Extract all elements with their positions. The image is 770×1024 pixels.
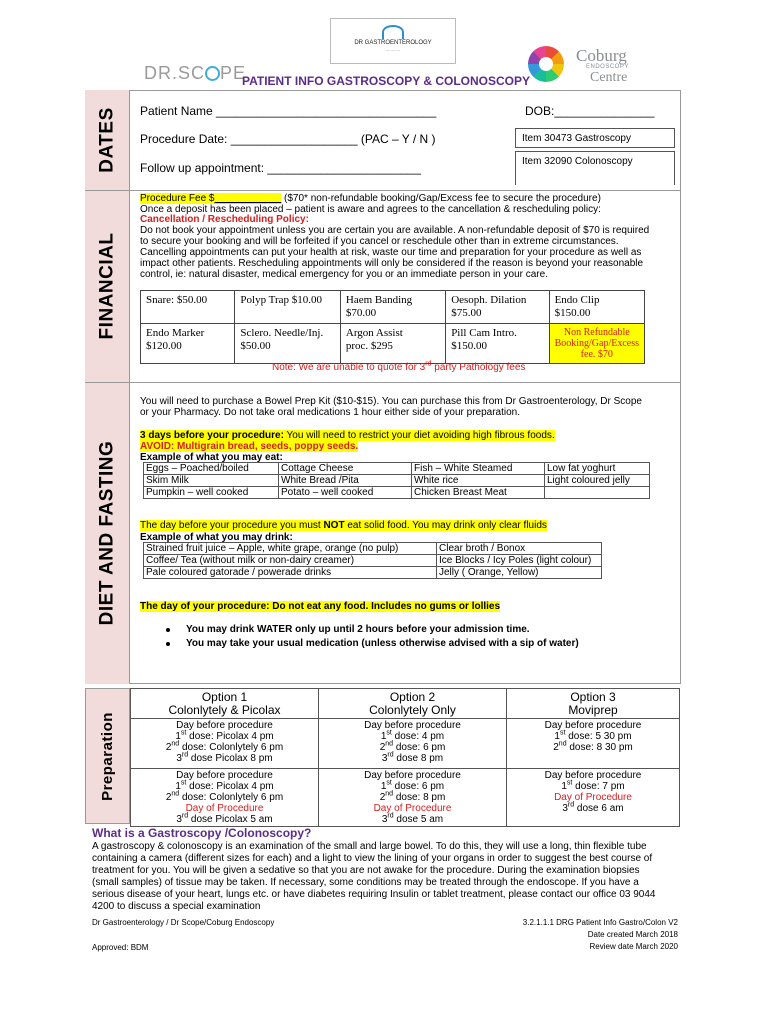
drink-cell: Coffee/ Tea (without milk or non-dairy creamer) xyxy=(144,555,437,567)
policy-line: Cancelling appointments can put your health at risk, waste our time and preparation for your procedure as well as xyxy=(140,247,642,258)
policy-line: to secure your booking and will be forfeited if you cancel or reschedule other than in extreme circumstances. xyxy=(140,236,619,247)
fee-cell: Endo Marker $120.00 xyxy=(141,324,235,364)
dg-logo-tagline-mark: — — — xyxy=(385,47,401,52)
eat-cell: White Bread /Pita xyxy=(279,475,412,487)
fee-cell: Endo Clip $150.00 xyxy=(549,291,644,324)
prep-cell: Day before procedure 1st dose: 7 pm Day of Procedure 3rd dose 6 am xyxy=(507,769,680,827)
fee-cell: Oesoph. Dilation $75.00 xyxy=(446,291,549,324)
eat-table xyxy=(143,462,650,499)
prep-cell: Day before procedure 1st dose: 5 30 pm 2nd dose: 8 30 pm xyxy=(507,719,680,769)
bullet-icon xyxy=(166,642,170,646)
eat-cell: White rice xyxy=(412,475,545,487)
three-days-before: 3 days before your procedure: You will need to restrict your diet avoiding high fibrous foods. xyxy=(140,430,555,441)
section-label-band xyxy=(85,90,130,684)
section-divider xyxy=(85,382,681,383)
about-line: serious disease of your heart, lungs etc. or have diabetes requiring Insulin or tablet treatment, please contact our office 03 9044 xyxy=(92,889,656,900)
water-instruction: You may drink WATER only up until 2 hours before your admission time. xyxy=(186,624,530,635)
coburg-logo-centre: Centre xyxy=(590,70,628,85)
policy-line: Do not book your appointment unless you are certain you are available. A non-refundable deposit of $70 is required xyxy=(140,225,650,236)
fee-cell: Polyp Trap $10.00 xyxy=(235,291,340,324)
dob-field[interactable]: DOB:_______________ xyxy=(525,104,655,118)
prep-cell: Day before procedure 1st dose: Picolax 4 pm 2nd dose: Colonlytely 6 pm Day of Procedure 3rd dose Picolax 5 am xyxy=(131,769,319,827)
deposit-line: Once a deposit has been placed – patient is aware and agrees to the cancellation & rescheduling policy: xyxy=(140,204,601,215)
drink-cell: Ice Blocks / Icy Poles (light colour) xyxy=(437,555,602,567)
coburg-endoscopy-logo xyxy=(528,46,678,86)
bowel-prep-intro: You will need to purchase a Bowel Prep Kit ($10-$15). You can purchase this from Dr Gastroenterology, Dr Scope xyxy=(140,396,642,407)
pathology-note: Note: We are unable to quote for 3rd party Pathology fees xyxy=(272,360,526,373)
avoid-line: AVOID: Multigrain bread, seeds, poppy seeds. xyxy=(140,441,359,452)
table-row xyxy=(144,567,602,579)
table-row xyxy=(144,487,650,499)
bowel-prep-intro: or your Pharmacy. Do not take oral medications 1 hour either side of your preparation. xyxy=(140,407,521,418)
day-before-instruction: The day before your procedure you must NOT eat solid food. You may drink only clear fluids xyxy=(140,520,547,531)
eat-cell: Pumpkin – well cooked xyxy=(144,487,279,499)
fee-cell: Sclero. Needle/Inj. $50.00 xyxy=(235,324,340,364)
item-gastroscopy: Item 30473 Gastroscopy xyxy=(515,128,675,148)
preparation-table xyxy=(130,688,680,827)
about-line: 4200 to discuss a special examination xyxy=(92,901,261,912)
fee-cell: Pill Cam Intro. $150.00 xyxy=(446,324,549,364)
fee-cell: Snare: $50.00 xyxy=(141,291,235,324)
coburg-logo-text: Coburg xyxy=(576,46,627,65)
eat-cell: Chicken Breast Meat xyxy=(412,487,545,499)
drink-table xyxy=(143,542,602,579)
footer-date-created: Date created March 2018 xyxy=(587,930,678,939)
follow-up-field[interactable]: Follow up appointment: _______________________ xyxy=(140,161,421,175)
about-line: (small samples) of tissue may be taken. If necessary, some conditions may be treated through the endoscope. If you have a xyxy=(92,877,639,888)
table-row xyxy=(144,555,602,567)
drink-cell: Strained fruit juice – Apple, white grape, orange (no pulp) xyxy=(144,543,437,555)
drink-cell: Jelly ( Orange, Yellow) xyxy=(437,567,602,579)
scope-o-icon xyxy=(205,66,220,81)
eat-cell: Light coloured jelly xyxy=(545,475,650,487)
table-row xyxy=(131,719,680,769)
footer-approved: Approved: BDM xyxy=(92,943,149,952)
about-line: containing a camera (different sizes for each) and a light to view the lining of your organs in order to suggest the best course of xyxy=(92,853,653,864)
prep-cell: Day before procedure 1st dose: 4 pm 2nd dose: 6 pm 3rd dose 8 pm xyxy=(319,719,507,769)
eat-cell: Low fat yoghurt xyxy=(545,463,650,475)
example-eat-heading: Example of what you may eat: xyxy=(140,452,283,463)
table-row xyxy=(131,769,680,827)
dr-scope-logo: DR.SC PE xyxy=(144,63,247,83)
fee-cell: Argon Assist proc. $295 xyxy=(340,324,445,364)
example-drink-heading: Example of what you may drink: xyxy=(140,532,293,543)
non-refundable-fee-cell: Non Refundable Booking/Gap/Excess fee. $70 xyxy=(549,324,644,364)
option-3-header: Option 3 Moviprep xyxy=(507,689,680,719)
logo-arc-icon xyxy=(382,25,404,39)
prep-cell: Day before procedure 1st dose: Picolax 4 pm 2nd dose: Colonlytely 6 pm 3rd dose Picolax 8 pm xyxy=(131,719,319,769)
financial-section-label: FINANCIAL xyxy=(96,232,118,340)
about-line: treatment for you. You will be given a sedative so that you are not awake for the procedure. During the examination biopsies xyxy=(92,865,640,876)
table-row xyxy=(141,324,645,364)
eat-cell: Eggs – Poached/boiled xyxy=(144,463,279,475)
footer-doc-id: 3.2.1.1.1 DRG Patient Info Gastro/Colon V2 xyxy=(522,918,678,927)
eat-cell xyxy=(545,487,650,499)
dr-gastroenterology-logo xyxy=(330,18,456,64)
option-1-header: Option 1 Colonlytely & Picolax xyxy=(131,689,319,719)
section-divider xyxy=(85,190,681,191)
policy-line: impact other patients. Rescheduling appointments will only be considered if the reason is beyond your reasonable xyxy=(140,258,644,269)
fee-cell: Haem Banding $70.00 xyxy=(340,291,445,324)
footer-review-date: Review date March 2020 xyxy=(589,942,678,951)
eat-cell: Potato – well cooked xyxy=(279,487,412,499)
eat-cell: Fish – White Steamed xyxy=(412,463,545,475)
preparation-section-label: Preparation xyxy=(99,711,117,801)
eat-cell: Skim Milk xyxy=(144,475,279,487)
item-colonoscopy: Item 32090 Colonoscopy xyxy=(515,151,675,185)
drink-cell: Pale coloured gatorade / powerade drinks xyxy=(144,567,437,579)
dates-section-label: DATES xyxy=(96,107,118,173)
prep-cell: Day before procedure 1st dose: 6 pm 2nd dose: 8 pm Day of Procedure 3rd dose 5 am xyxy=(319,769,507,827)
table-row xyxy=(144,475,650,487)
procedure-date-field[interactable]: Procedure Date: ___________________ (PAC – Y / N ) xyxy=(140,132,436,146)
bullet-icon xyxy=(166,628,170,632)
table-row xyxy=(144,543,602,555)
medication-instruction: You may take your usual medication (unless otherwise advised with a sip of water) xyxy=(186,638,579,649)
drink-cell: Clear broth / Bonox xyxy=(437,543,602,555)
footer-organisation: Dr Gastroenterology / Dr Scope/Coburg Endoscopy xyxy=(92,918,275,927)
day-of-procedure: The day of your procedure: Do not eat any food. Includes no gums or lollies xyxy=(140,601,501,612)
policy-title: Cancellation / Rescheduling Policy: xyxy=(140,214,309,225)
procedure-fee-line: Procedure Fee $____________ ($70* non-refundable booking/Gap/Excess fee to secure the procedure) xyxy=(140,193,601,204)
preparation-section-band xyxy=(85,688,130,824)
about-line: A gastroscopy & colonoscopy is an examination of the small and large bowel. To do this, they will use a long, thin flexible tube xyxy=(92,841,647,852)
coburg-logo-endoscopy: ENDOSCOPY xyxy=(586,64,629,70)
color-wheel-icon xyxy=(528,46,564,82)
fee-table xyxy=(140,290,645,364)
patient-name-field[interactable]: Patient Name _________________________________ xyxy=(140,104,437,118)
policy-line: control, ie: natural disaster, medical emergency for you or an immediate person in your care. xyxy=(140,269,548,280)
table-row xyxy=(131,689,680,719)
table-row xyxy=(141,291,645,324)
about-heading: What is a Gastroscopy /Colonoscopy? xyxy=(92,826,312,840)
dg-logo-name: DR GASTROENTEROLOGY xyxy=(354,40,432,46)
option-2-header: Option 2 Colonlytely Only xyxy=(319,689,507,719)
eat-cell: Cottage Cheese xyxy=(279,463,412,475)
table-row xyxy=(144,463,650,475)
diet-section-label: DIET AND FASTING xyxy=(96,440,118,626)
page-title: PATIENT INFO GASTROSCOPY & COLONOSCOPY xyxy=(242,74,531,88)
